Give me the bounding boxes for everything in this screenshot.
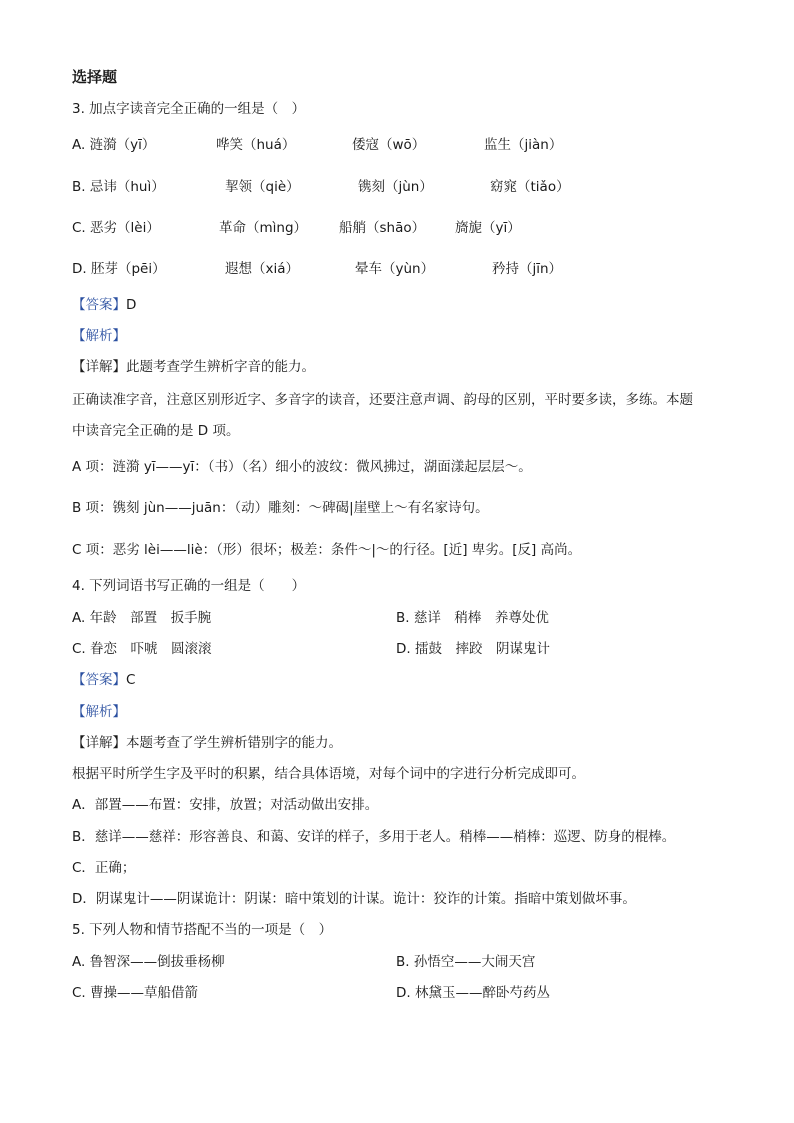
q3-option-cell: A. 涟漪（yī）	[72, 137, 156, 153]
q3-option-cell: 晕车（yùn）	[355, 261, 435, 277]
q4-option-b: B. 慈详 稍棒 养尊处优	[396, 610, 549, 626]
q3-answer	[72, 296, 136, 314]
q3-note-c: C 项：恶劣 lèi——liè：（形）很坏；极差：条件～|～的行径。[近] 卑劣。[反] 高尚。	[72, 542, 582, 558]
q5-option-a: A. 鲁智深——倒拔垂杨柳	[72, 954, 225, 970]
q4-answer	[72, 671, 135, 689]
q3-option-cell: D. 胚芽（pēi）	[72, 261, 166, 277]
answer-label: 【答案】	[72, 297, 126, 313]
answer-value: C	[126, 672, 136, 688]
q4-option-a: A. 年龄 部置 扳手腕	[72, 610, 212, 626]
section-title: 选择题	[72, 68, 118, 86]
detail-text: 此题考查学生辨析字音的能力。	[126, 359, 315, 375]
q3-stem: 3. 加点字读音完全正确的一组是（ ）	[72, 101, 306, 117]
detail-text: 本题考查了学生辨析错别字的能力。	[126, 735, 342, 751]
q4-detail	[72, 734, 342, 752]
answer-label: 【答案】	[72, 672, 126, 688]
q5-stem: 5. 下列人物和情节搭配不当的一项是（ ）	[72, 922, 333, 938]
q3-note-b: B 项：镌刻 jùn——juān：（动）雕刻：～碑碣|崖壁上～有名家诗句。	[72, 500, 489, 516]
q3-option-cell: 哗笑（huá）	[216, 137, 296, 153]
q4-stem: 4. 下列词语书写正确的一组是（ ）	[72, 578, 306, 594]
q4-note-c: C．正确；	[72, 860, 136, 876]
q3-option-cell: 镌刻（jùn）	[358, 179, 433, 195]
q3-note-a: A 项：涟漪 yī——yī：（书）（名）细小的波纹：微风拂过，湖面漾起层层～。	[72, 459, 532, 475]
detail-label: 【详解】	[72, 735, 126, 751]
q3-option-cell: 旖旎（yī）	[455, 220, 521, 236]
q3-explanation-line-2: 中读音完全正确的是 D 项。	[72, 423, 240, 439]
q3-option-cell: 窈窕（tiǎo）	[490, 179, 570, 195]
q3-option-cell: B. 忌讳（huì）	[72, 179, 165, 195]
q5-option-b: B. 孙悟空——大闹天宫	[396, 954, 536, 970]
q4-note-b: B．慈详——慈祥：形容善良、和蔼、安详的样子，多用于老人。稍棒——梢棒：巡逻、防身的棍棒。	[72, 829, 676, 845]
q4-explanation: 根据平时所学生字及平时的积累，结合具体语境，对每个词中的字进行分析完成即可。	[72, 766, 585, 782]
answer-value: D	[126, 297, 137, 313]
q4-option-c: C. 眷恋 吓唬 圆滚滚	[72, 641, 212, 657]
q4-note-a: A．部置——布置：安排，放置；对活动做出安排。	[72, 797, 379, 813]
q3-explanation-line-1: 正确读准字音，注意区别形近字、多音字的读音，还要注意声调、韵母的区别，平时要多读，多练。本题	[72, 392, 693, 408]
q3-option-cell: 矜持（jīn）	[492, 261, 563, 277]
q4-analysis-label: 【解析】	[72, 704, 126, 720]
detail-label: 【详解】	[72, 359, 126, 375]
q3-option-cell: 船艄（shāo）	[339, 220, 426, 236]
q3-option-cell: 遐想（xiá）	[225, 261, 300, 277]
q4-note-d: D．阴谋鬼计——阴谋诡计：阴谋：暗中策划的计谋。诡计：狡诈的计策。指暗中策划做坏事。	[72, 891, 636, 907]
q3-option-cell: 监生（jiàn）	[484, 137, 563, 153]
q3-analysis-label: 【解析】	[72, 328, 126, 344]
q5-option-c: C. 曹操——草船借箭	[72, 985, 199, 1001]
q4-option-d: D. 擂鼓 摔跤 阴谋鬼计	[396, 641, 550, 657]
q3-option-cell: C. 恶劣（lèi）	[72, 220, 160, 236]
q3-option-cell: 倭寇（wō）	[352, 137, 426, 153]
q5-option-d: D. 林黛玉——醉卧芍药丛	[396, 985, 550, 1001]
q3-detail	[72, 358, 315, 376]
q3-option-cell: 挈领（qiè）	[225, 179, 300, 195]
q3-option-cell: 革命（mìng）	[219, 220, 308, 236]
